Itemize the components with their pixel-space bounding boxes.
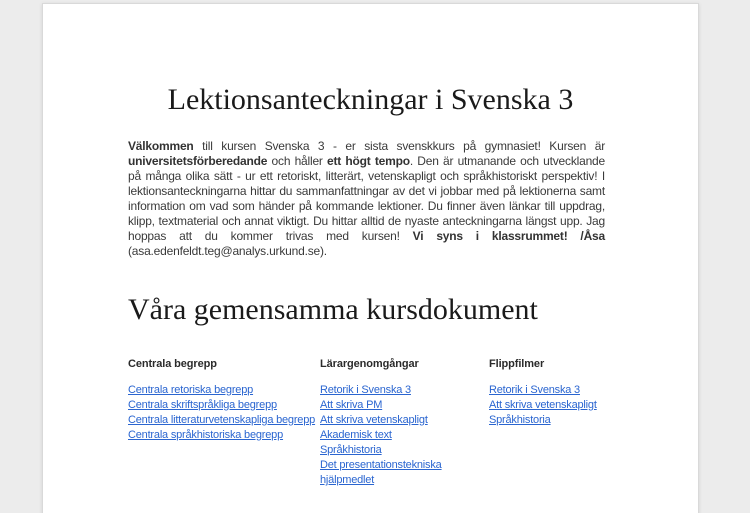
column-header-centrala-begrepp: Centrala begrepp	[128, 358, 217, 370]
intro-segment-bold: Vi syns i klassrummet! /Åsa	[412, 229, 605, 243]
link-flipp-sprakhistoria[interactable]: Språkhistoria	[489, 414, 551, 426]
column-centrala-begrepp	[128, 357, 320, 488]
intro-segment: och håller	[267, 154, 328, 168]
column-header-flippfilmer: Flippfilmer	[489, 358, 545, 370]
intro-segment-bold: Välkommen	[128, 139, 194, 153]
column-links-flippfilmer	[489, 383, 605, 428]
link-att-skriva-vetenskapligt[interactable]: Att skriva vetenskapligt	[320, 414, 428, 426]
link-att-skriva-pm[interactable]: Att skriva PM	[320, 399, 383, 411]
link-retorik-i-svenska-3[interactable]: Retorik i Svenska 3	[320, 384, 411, 396]
column-flippfilmer	[489, 357, 605, 488]
course-documents-columns	[128, 357, 605, 488]
intro-paragraph	[128, 139, 605, 259]
link-flipp-att-skriva-vetenskapligt[interactable]: Att skriva vetenskapligt	[489, 399, 597, 411]
intro-segment-bold: universitetsförberedande	[128, 154, 268, 168]
document-content	[43, 4, 698, 488]
intro-segment: . Den är utmanande och utvecklande på många olika sätt - ur ett retoriskt, litterärt, vetenskapligt och språkhistoriskt perspektiv! I lektionsanteckningarna hittar du sammanfattningar av det vi jobbar med på lektionerna samt information om vad som händer på kommande lektioner. Du finner även länkar till uppdrag, klipp, textmaterial och annat viktigt. Du hittar alltid de nyaste anteckningarna längst upp. Jag hoppas att du kommer trivas med kursen!	[128, 154, 605, 243]
section-heading: Våra gemensamma kursdokument	[128, 293, 538, 326]
column-header-larargenomgangar: Lärargenomgångar	[320, 358, 419, 370]
link-flipp-retorik-i-svenska-3[interactable]: Retorik i Svenska 3	[489, 384, 580, 396]
link-sprakhistoria[interactable]: Språkhistoria	[320, 444, 382, 456]
column-links-centrala-begrepp	[128, 383, 320, 443]
intro-segment-bold: ett högt tempo	[327, 154, 410, 168]
link-centrala-skriftsprakliga-begrepp[interactable]: Centrala skriftspråkliga begrepp	[128, 399, 277, 411]
column-links-larargenomgangar	[320, 383, 489, 488]
column-larargenomgangar	[320, 357, 489, 488]
link-akademisk-text[interactable]: Akademisk text	[320, 429, 392, 441]
intro-segment: (asa.edenfeldt.teg@analys.urkund.se).	[128, 244, 327, 258]
link-det-presentationstekniska-hjalpmedlet[interactable]: Det presentationstekniska hjälpmedlet	[320, 459, 442, 486]
link-centrala-litteraturvetenskapliga-begrepp[interactable]: Centrala litteraturvetenskapliga begrepp	[128, 414, 316, 426]
link-centrala-sprakhistoriska-begrepp[interactable]: Centrala språkhistoriska begrepp	[128, 429, 284, 441]
document-page	[42, 3, 699, 513]
intro-segment: till kursen Svenska 3 - er sista svenskkurs på gymnasiet! Kursen är	[193, 139, 605, 153]
document-title: Lektionsanteckningar i Svenska 3	[167, 83, 574, 116]
link-centrala-retoriska-begrepp[interactable]: Centrala retoriska begrepp	[128, 384, 254, 396]
